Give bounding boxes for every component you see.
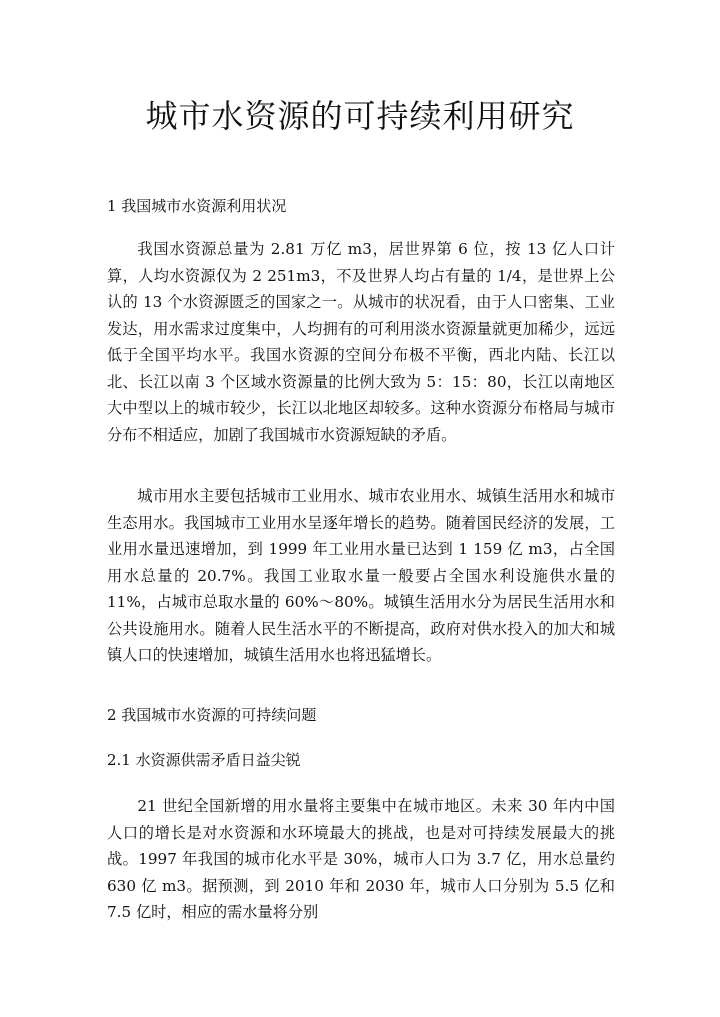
section-1-heading: 1 我国城市水资源利用状况 (107, 197, 287, 215)
section-2-1-paragraph-1: 21 世纪全国新增的用水量将主要集中在城市地区。未来 30 年内中国人口的增长是对水资源和水环境最大的挑战，也是对可持续发展最大的挑战。1997 年我国的城市化水平是 30%，城市人口为 3.7 亿，用水总量约 630 亿 m3。据预测，到 2010 年和 2030 年，城市人口分别为 5.5 亿和 7.5 亿时，相应的需水量将分别 (107, 797, 615, 921)
section-2-heading: 2 我国城市水资源的可持续问题 (107, 706, 317, 724)
document-title: 城市水资源的可持续利用研究 (145, 97, 575, 135)
section-1-paragraph-1: 我国水资源总量为 2.81 万亿 m3，居世界第 6 位，按 13 亿人口计算，人均水资源仅为 2 251m3，不及世界人均占有量的 1/4，是世界上公认的 13 个水资源匮乏的国家之一。从城市的状况看，由于人口密集、工业发达，用水需求过度集中，人均拥有的可利用淡水资源量就更加稀少，远远低于全国平均水平。我国水资源的空间分布极不平衡，西北内陆、长江以北、长江以南 3 个区域水资源量的比例大致为 5：15：80，长江以南地区大中型以上的城市较少，长江以北地区却较多。这种水资源分布格局与城市分布不相适应，加剧了我国城市水资源短缺的矛盾。 (107, 240, 615, 444)
section-2-1-heading: 2.1 水资源供需矛盾日益尖锐 (107, 751, 301, 769)
section-1-paragraph-2: 城市用水主要包括城市工业用水、城市农业用水、城镇生活用水和城市生态用水。我国城市工业用水呈逐年增长的趋势。随着国民经济的发展，工业用水量迅速增加，到 1999 年工业用水量已达到 1 159 亿 m3，占全国用水总量的 20.7%。我国工业取水量一般要占全国水利设施供水量的 11%，占城市总取水量的 60%～80%。城镇生活用水分为居民生活用水和公共设施用水。随着人民生活水平的不断提高，政府对供水投入的加大和城镇人口的快速增加，城镇生活用水也将迅猛增长。 (107, 487, 615, 664)
